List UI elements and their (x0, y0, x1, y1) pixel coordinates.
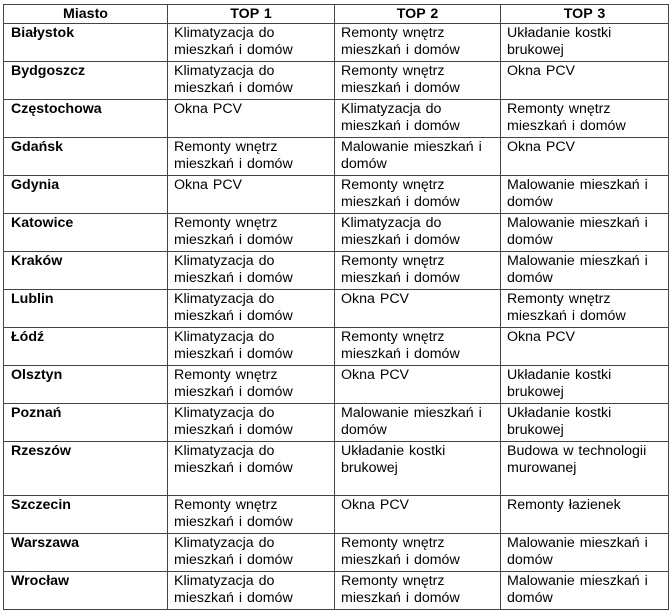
header-top3: TOP 3 (501, 5, 669, 24)
top1-cell: Klimatyzacja do mieszkań i domów (168, 404, 335, 442)
top3-cell: Okna PCV (501, 138, 669, 176)
table-row (4, 366, 669, 404)
top3-cell: Budowa w technologii murowanej (501, 442, 669, 496)
top2-cell: Klimatyzacja do mieszkań i domów (335, 100, 501, 138)
table-row (4, 100, 669, 138)
top2-cell: Klimatyzacja do mieszkań i domów (335, 214, 501, 252)
top3-cell: Remonty wnętrz mieszkań i domów (501, 290, 669, 328)
top1-cell: Klimatyzacja do mieszkań i domów (168, 572, 335, 610)
top3-cell: Okna PCV (501, 328, 669, 366)
top1-cell: Okna PCV (168, 176, 335, 214)
top3-cell: Malowanie mieszkań i domów (501, 252, 669, 290)
top3-cell: Remonty łazienek (501, 496, 669, 534)
city-cell: Katowice (4, 214, 168, 252)
top1-cell: Klimatyzacja do mieszkań i domów (168, 62, 335, 100)
table-row (4, 214, 669, 252)
top2-cell: Okna PCV (335, 366, 501, 404)
top1-cell: Remonty wnętrz mieszkań i domów (168, 366, 335, 404)
city-cell: Łódź (4, 328, 168, 366)
top3-cell: Malowanie mieszkań i domów (501, 572, 669, 610)
city-cell: Wrocław (4, 572, 168, 610)
city-cell: Poznań (4, 404, 168, 442)
top1-cell: Klimatyzacja do mieszkań i domów (168, 24, 335, 62)
table-row (4, 138, 669, 176)
city-cell: Rzeszów (4, 442, 168, 496)
top2-cell: Okna PCV (335, 290, 501, 328)
top1-cell: Remonty wnętrz mieszkań i domów (168, 138, 335, 176)
city-cell: Gdańsk (4, 138, 168, 176)
top1-cell: Klimatyzacja do mieszkań i domów (168, 442, 335, 496)
table-row (4, 534, 669, 572)
top3-cell: Malowanie mieszkań i domów (501, 176, 669, 214)
city-cell: Gdynia (4, 176, 168, 214)
top1-cell: Klimatyzacja do mieszkań i domów (168, 534, 335, 572)
table-row (4, 176, 669, 214)
top1-cell: Remonty wnętrz mieszkań i domów (168, 214, 335, 252)
top1-cell: Klimatyzacja do mieszkań i domów (168, 252, 335, 290)
top1-cell: Remonty wnętrz mieszkań i domów (168, 496, 335, 534)
top2-cell: Malowanie mieszkań i domów (335, 138, 501, 176)
top1-cell: Klimatyzacja do mieszkań i domów (168, 290, 335, 328)
table-row (4, 252, 669, 290)
top2-cell: Remonty wnętrz mieszkań i domów (335, 252, 501, 290)
table-row (4, 62, 669, 100)
header-top1: TOP 1 (168, 5, 335, 24)
top2-cell: Remonty wnętrz mieszkań i domów (335, 24, 501, 62)
table-row (4, 24, 669, 62)
top2-cell: Malowanie mieszkań i domów (335, 404, 501, 442)
table-row (4, 496, 669, 534)
top2-cell: Układanie kostki brukowej (335, 442, 501, 496)
city-cell: Warszawa (4, 534, 168, 572)
top1-cell: Klimatyzacja do mieszkań i domów (168, 328, 335, 366)
top3-cell: Malowanie mieszkań i domów (501, 534, 669, 572)
table-row (4, 404, 669, 442)
top3-cell: Układanie kostki brukowej (501, 24, 669, 62)
top2-cell: Remonty wnętrz mieszkań i domów (335, 328, 501, 366)
top2-cell: Remonty wnętrz mieszkań i domów (335, 62, 501, 100)
top3-cell: Okna PCV (501, 62, 669, 100)
city-cell: Lublin (4, 290, 168, 328)
top2-cell: Okna PCV (335, 496, 501, 534)
header-city: Miasto (4, 5, 168, 24)
city-cell: Olsztyn (4, 366, 168, 404)
city-cell: Częstochowa (4, 100, 168, 138)
top3-cell: Malowanie mieszkań i domów (501, 214, 669, 252)
city-cell: Bydgoszcz (4, 62, 168, 100)
top3-cell: Remonty wnętrz mieszkań i domów (501, 100, 669, 138)
top2-cell: Remonty wnętrz mieszkań i domów (335, 176, 501, 214)
table-row (4, 328, 669, 366)
top2-cell: Remonty wnętrz mieszkań i domów (335, 534, 501, 572)
header-top2: TOP 2 (335, 5, 501, 24)
table-header-row (4, 5, 669, 24)
table-row (4, 442, 669, 496)
top2-cell: Remonty wnętrz mieszkań i domów (335, 572, 501, 610)
top3-cell: Układanie kostki brukowej (501, 366, 669, 404)
top3-cell: Układanie kostki brukowej (501, 404, 669, 442)
city-cell: Kraków (4, 252, 168, 290)
ranking-table (3, 4, 669, 610)
city-cell: Białystok (4, 24, 168, 62)
city-cell: Szczecin (4, 496, 168, 534)
table-row (4, 290, 669, 328)
table-row (4, 572, 669, 610)
top1-cell: Okna PCV (168, 100, 335, 138)
